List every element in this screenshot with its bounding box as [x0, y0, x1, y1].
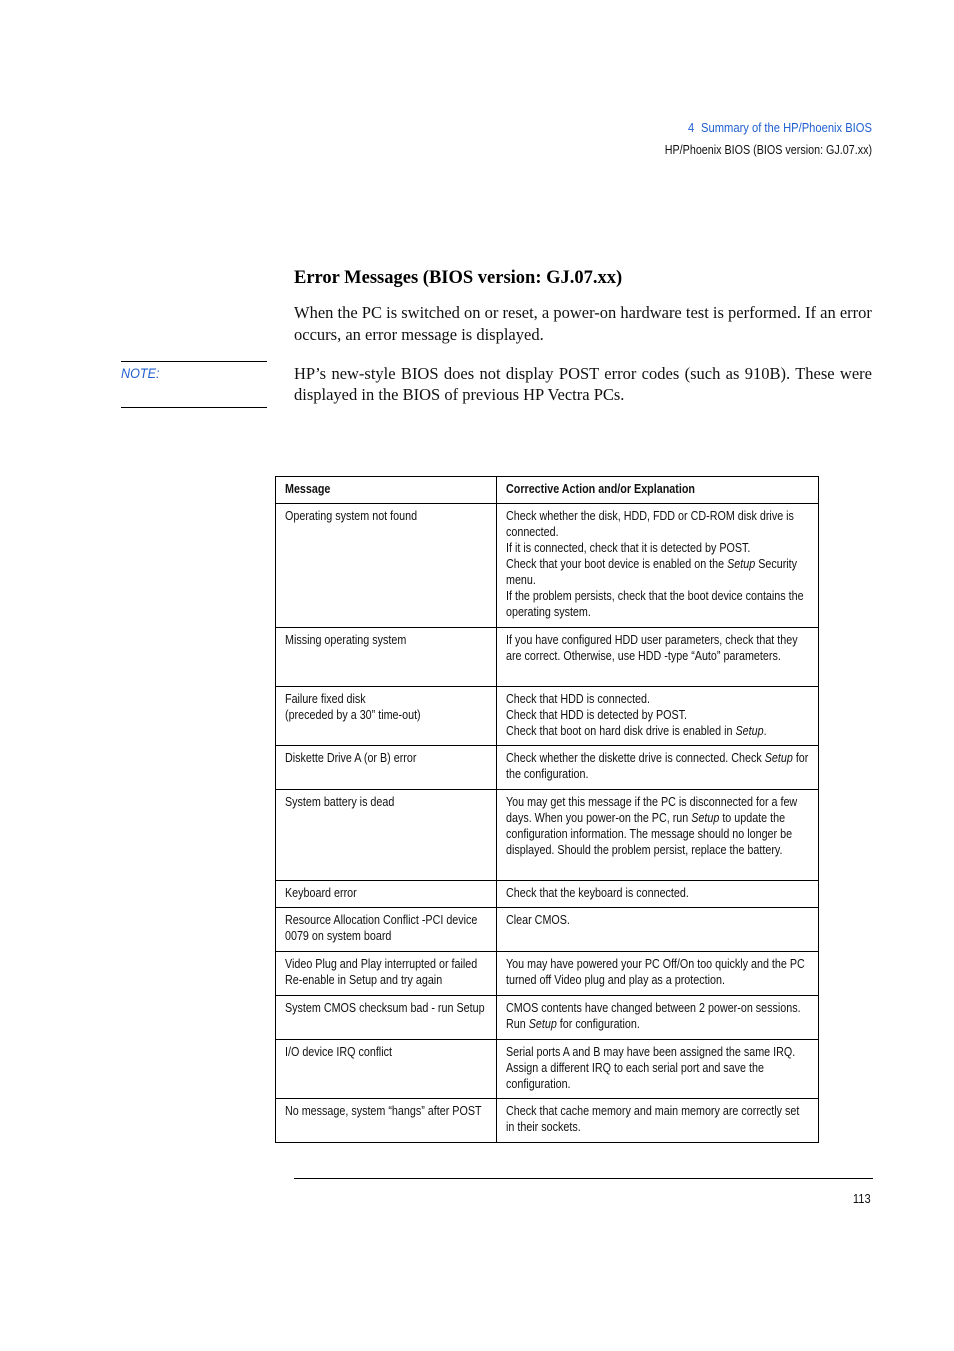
table-body	[276, 504, 819, 1143]
action-cell	[497, 1040, 819, 1099]
table-row	[276, 504, 819, 628]
action-line: Check that the keyboard is connected.	[506, 886, 689, 900]
table-row	[276, 881, 819, 908]
table-row	[276, 746, 819, 790]
action-line: You may have powered your PC Off/On too quickly and the PC turned off Video plug and play as a protection.	[506, 957, 805, 987]
chapter-number: 4	[688, 120, 695, 135]
action-cell	[497, 790, 819, 881]
note-label: NOTE:	[121, 365, 160, 381]
note-top-rule	[121, 361, 267, 362]
note-text: HP’s new-style BIOS does not display POST error codes (such as 910B). These were displayed in the BIOS of previous HP Vectra PCs.	[294, 364, 872, 404]
action-line: Check that HDD is connected.	[506, 692, 651, 706]
intro-paragraph: When the PC is switched on or reset, a power-on hardware test is performed. If an error occurs, an error message is displayed.	[294, 303, 872, 344]
table-row	[276, 687, 819, 746]
message-cell	[276, 952, 497, 996]
message-cell	[276, 908, 497, 952]
message-line: Failure fixed disk	[285, 692, 366, 706]
column-header-action: Corrective Action and/or Explanation	[497, 477, 819, 504]
message-line: System CMOS checksum bad - run Setup	[285, 1001, 485, 1015]
error-messages-table	[275, 476, 819, 1143]
action-line: CMOS contents have changed between 2 power-on sessions. Run Setup for configuration.	[506, 1001, 801, 1031]
action-cell	[497, 504, 819, 628]
action-line: Check that cache memory and main memory are correctly set in their sockets.	[506, 1104, 800, 1134]
message-line: Video Plug and Play interrupted or failed Re-enable in Setup and try again	[285, 957, 478, 987]
action-line: Clear CMOS.	[506, 913, 570, 927]
page-number: 113	[853, 1191, 871, 1206]
message-cell	[276, 504, 497, 628]
table-header-row	[276, 477, 819, 504]
message-line: No message, system “hangs” after POST	[285, 1104, 482, 1118]
table-row	[276, 996, 819, 1040]
action-cell	[497, 952, 819, 996]
action-cell	[497, 746, 819, 790]
action-cell	[497, 881, 819, 908]
column-header-message: Message	[276, 477, 497, 504]
action-line: You may get this message if the PC is disconnected for a few days. When you power-on the PC, run Setup to update the configuration information. The message should no longer be displayed. Should the problem persist, replace the battery.	[506, 795, 798, 857]
action-cell	[497, 1099, 819, 1143]
message-cell	[276, 687, 497, 746]
message-line: Diskette Drive A (or B) error	[285, 751, 417, 765]
action-line: Serial ports A and B may have been assigned the same IRQ. Assign a different IRQ to each serial port and save the configuration.	[506, 1045, 796, 1091]
action-cell	[497, 908, 819, 952]
action-line: Check whether the disk, HDD, FDD or CD-ROM disk drive is connected.	[506, 509, 794, 539]
running-header-subtitle: HP/Phoenix BIOS (BIOS version: GJ.07.xx)	[664, 143, 872, 157]
chapter-title: Summary of the HP/Phoenix BIOS	[701, 120, 872, 135]
action-cell	[497, 628, 819, 687]
message-cell	[276, 1040, 497, 1099]
table-row	[276, 1040, 819, 1099]
table-row	[276, 790, 819, 881]
table-row	[276, 908, 819, 952]
message-cell	[276, 746, 497, 790]
action-line: If the problem persists, check that the boot device contains the operating system.	[506, 589, 804, 619]
footer-rule	[294, 1178, 873, 1179]
action-line: If it is connected, check that it is detected by POST.	[506, 541, 751, 555]
note-bottom-rule	[121, 407, 267, 408]
message-line: Keyboard error	[285, 886, 357, 900]
message-cell	[276, 790, 497, 881]
message-line: Resource Allocation Conflict -PCI device 0079 on system board	[285, 913, 478, 943]
message-line: Missing operating system	[285, 633, 407, 647]
running-header-chapter	[688, 120, 872, 135]
action-line: Check that boot on hard disk drive is enabled in Setup.	[506, 724, 767, 738]
message-cell	[276, 628, 497, 687]
message-cell	[276, 1099, 497, 1143]
action-line: Check whether the diskette drive is connected. Check Setup for the configuration.	[506, 751, 809, 781]
message-line: I/O device IRQ conflict	[285, 1045, 392, 1059]
action-cell	[497, 687, 819, 746]
action-line: If you have configured HDD user parameters, check that they are correct. Otherwise, use HDD -type “Auto” parameters.	[506, 633, 798, 663]
section-title: Error Messages (BIOS version: GJ.07.xx)	[294, 268, 623, 288]
table-row	[276, 628, 819, 687]
message-line: Operating system not found	[285, 509, 418, 523]
message-line: (preceded by a 30” time-out)	[285, 708, 421, 722]
table-row	[276, 1099, 819, 1143]
message-cell	[276, 996, 497, 1040]
action-cell	[497, 996, 819, 1040]
action-line: Check that HDD is detected by POST.	[506, 708, 688, 722]
table-row	[276, 952, 819, 996]
action-line: Check that your boot device is enabled on the Setup Security menu.	[506, 557, 798, 587]
message-cell	[276, 881, 497, 908]
message-line: System battery is dead	[285, 795, 395, 809]
